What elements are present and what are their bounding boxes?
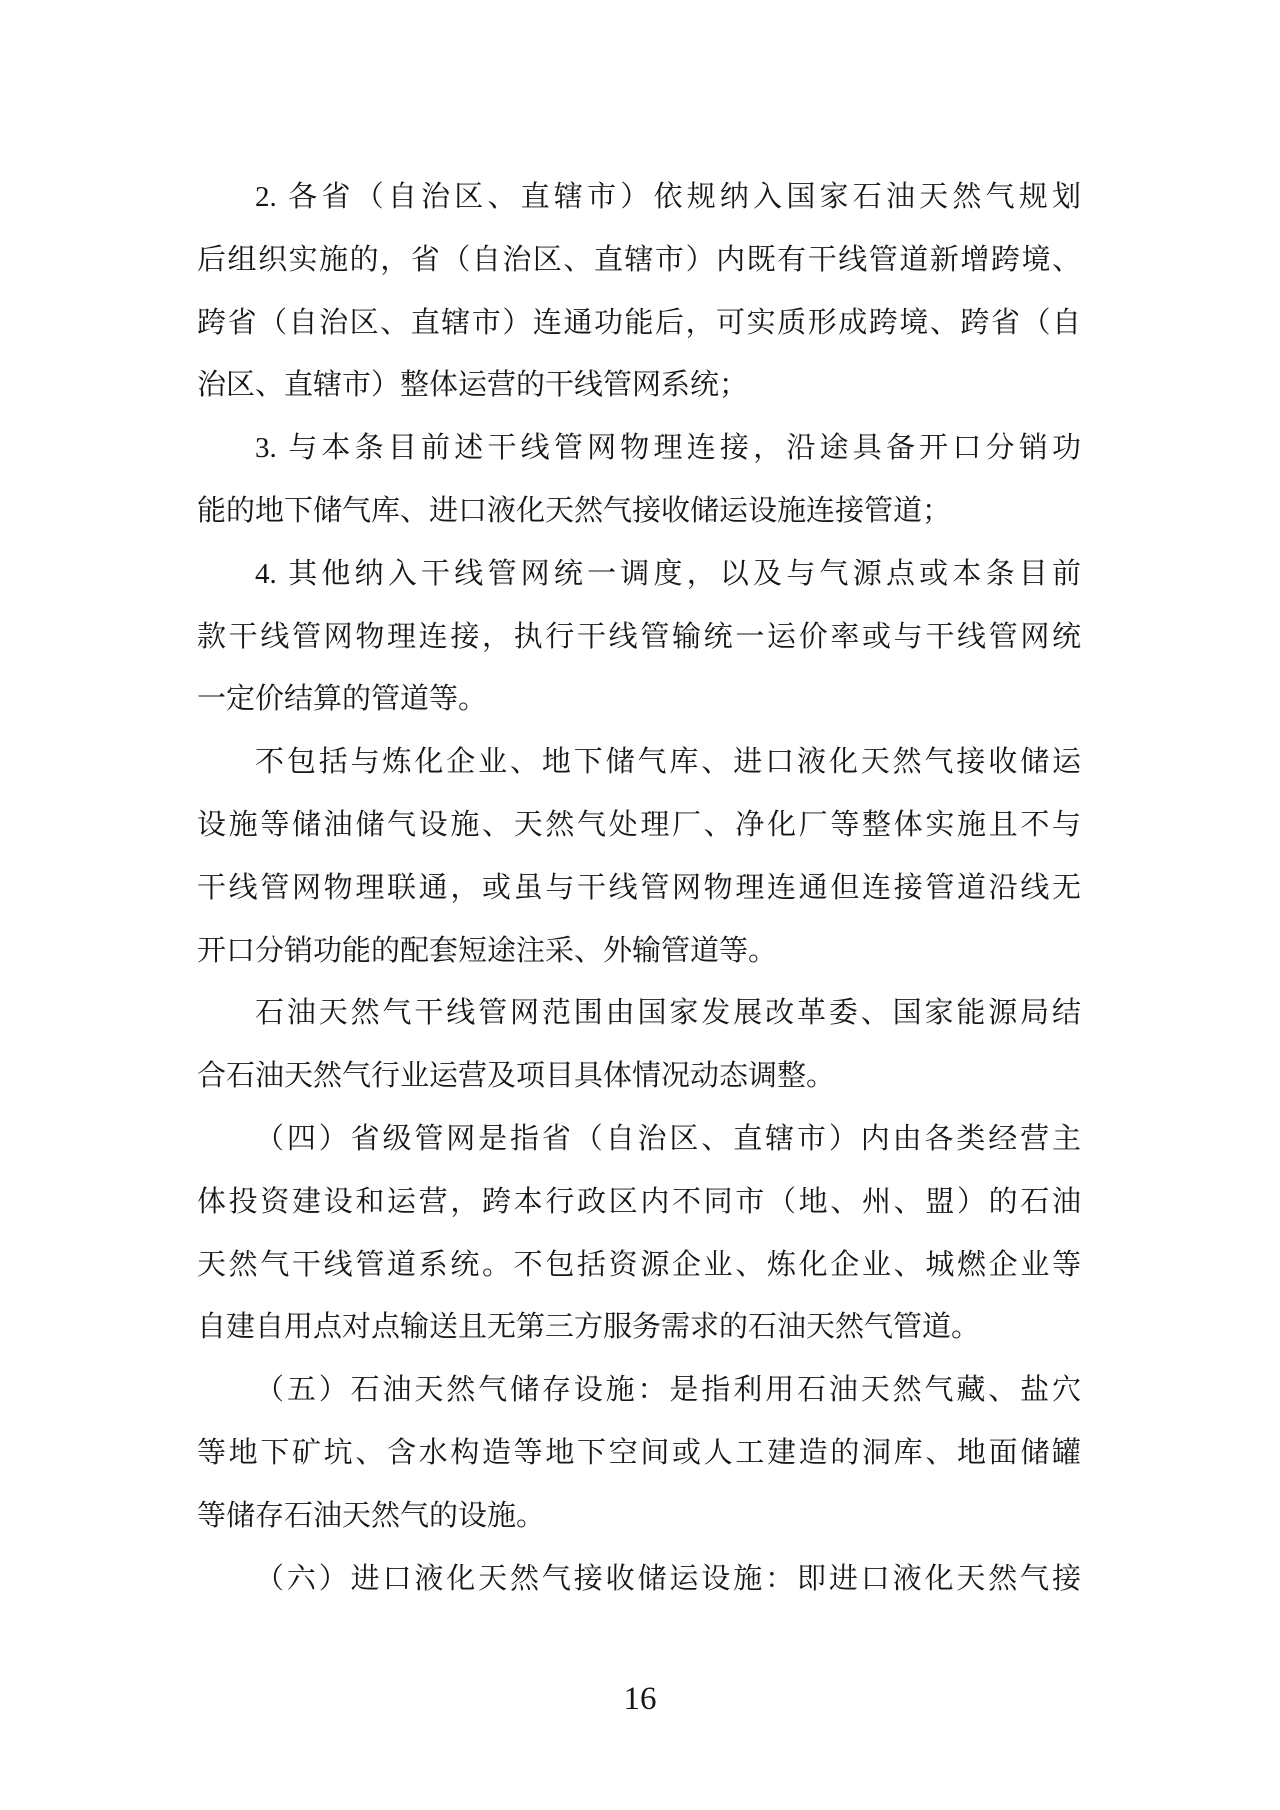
body-text (197, 166, 1081, 1610)
text-line: 跨省（自治区、直辖市）连通功能后，可实质形成跨境、跨省（自 (197, 306, 1081, 339)
text-line: 治区、直辖市）整体运营的干线管网系统； (197, 369, 749, 402)
text-line: （六）进口液化天然气接收储运设施：即进口液化天然气接 (255, 1562, 1081, 1595)
text-line: 后组织实施的，省（自治区、直辖市）内既有干线管道新增跨境、 (197, 243, 1081, 276)
text-line: 等储存石油天然气的设施。 (197, 1499, 546, 1532)
text-line: 干线管网物理联通，或虽与干线管网物理连通但连接管道沿线无 (197, 871, 1081, 904)
text-line: （四）省级管网是指省（自治区、直辖市）内由各类经营主 (255, 1122, 1081, 1155)
text-line: 设施等储油储气设施、天然气处理厂、净化厂等整体实施且不与 (197, 808, 1081, 841)
text-line: 开口分销功能的配套短途注采、外输管道等。 (197, 934, 778, 967)
text-line: 石油天然气干线管网范围由国家发展改革委、国家能源局结 (255, 997, 1081, 1030)
text-line: 3. 与本条目前述干线管网物理连接，沿途具备开口分销功 (255, 432, 1081, 465)
text-line: 能的地下储气库、进口液化天然气接收储运设施连接管道； (197, 494, 952, 527)
text-line: 天然气干线管道系统。不包括资源企业、炼化企业、城燃企业等 (197, 1248, 1081, 1281)
text-line: 2. 各省（自治区、直辖市）依规纳入国家石油天然气规划 (255, 181, 1081, 213)
text-line: 不包括与炼化企业、地下储气库、进口液化天然气接收储运 (255, 746, 1081, 779)
text-line: 一定价结算的管道等。 (197, 683, 488, 716)
text-line: 合石油天然气行业运营及项目具体情况动态调整。 (197, 1060, 836, 1093)
text-line: 4. 其他纳入干线管网统一调度，以及与气源点或本条目前 (255, 557, 1081, 590)
text-line: 款干线管网物理连接，执行干线管输统一运价率或与干线管网统 (197, 620, 1081, 653)
text-line: 等地下矿坑、含水构造等地下空间或人工建造的洞库、地面储罐 (197, 1436, 1081, 1469)
text-line: 体投资建设和运营，跨本行政区内不同市（地、州、盟）的石油 (197, 1185, 1081, 1218)
page-number: 16 (623, 1681, 657, 1717)
text-line: （五）石油天然气储存设施：是指利用石油天然气藏、盐穴 (255, 1374, 1081, 1407)
text-line: 自建自用点对点输送且无第三方服务需求的石油天然气管道。 (197, 1311, 981, 1344)
